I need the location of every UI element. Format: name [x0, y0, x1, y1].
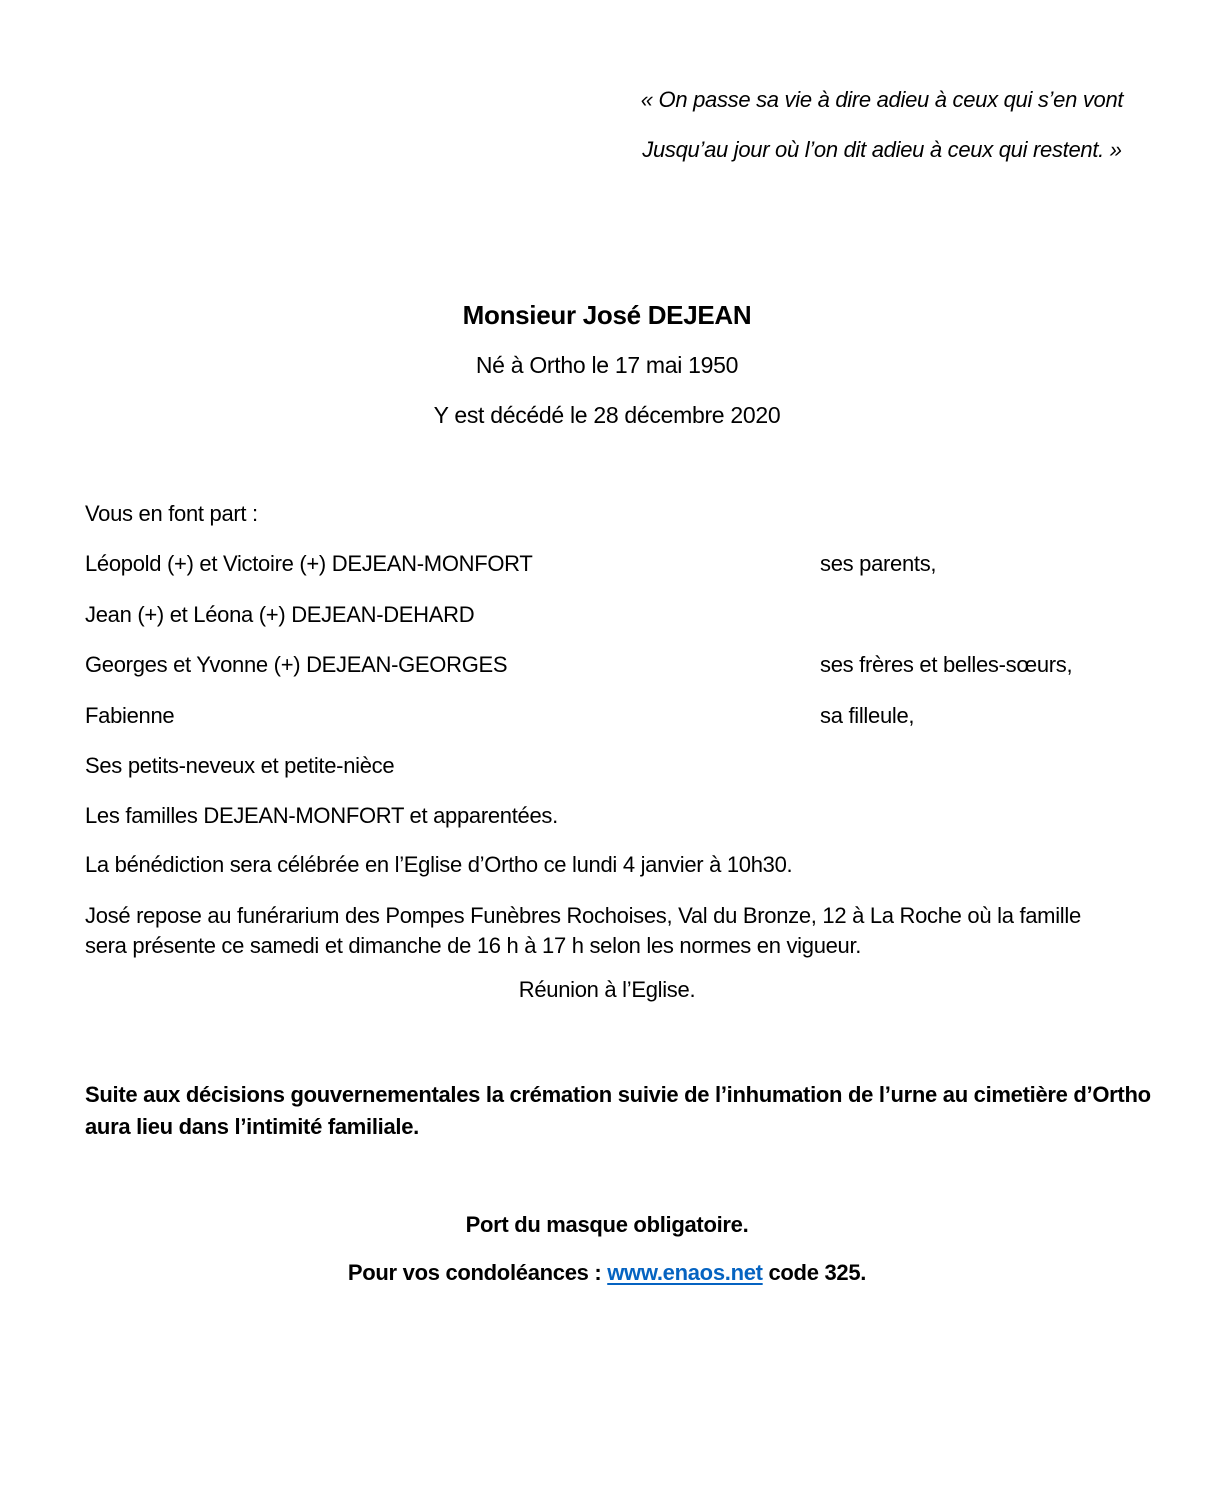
intro-text: Vous en font part : — [85, 501, 258, 526]
relative-relation: sa filleule, — [820, 702, 915, 728]
benediction-line: La bénédiction sera célébrée en l’Eglise d’Ortho ce lundi 4 janvier à 10h30. — [85, 852, 793, 877]
relative-name: Fabienne — [85, 702, 175, 728]
relative-row — [85, 601, 1129, 629]
relative-relation: ses frères et belles-sœurs, — [820, 652, 1073, 678]
mask-notice: Port du masque obligatoire. — [465, 1212, 749, 1237]
condolences-line — [85, 1259, 1129, 1287]
relative-relation: ses parents, — [820, 551, 937, 577]
condolences-link[interactable]: www.enaos.net — [607, 1260, 763, 1285]
birth-line: Né à Ortho le 17 mai 1950 — [475, 352, 739, 378]
death-line: Y est décédé le 28 décembre 2020 — [433, 402, 781, 428]
relative-name: Les familles DEJEAN-MONFORT et apparentées. — [85, 803, 558, 829]
relative-row — [85, 802, 1129, 830]
relative-name: Georges et Yvonne (+) DEJEAN-GEORGES — [85, 652, 508, 678]
reunion-line: Réunion à l’Eglise. — [518, 977, 696, 1002]
quote-line-1: « On passe sa vie à dire adieu à ceux qui s’en vont — [640, 87, 1124, 112]
relative-row — [85, 651, 1129, 679]
deceased-header — [85, 300, 1129, 450]
relative-name: Léopold (+) et Victoire (+) DEJEAN-MONFORT — [85, 551, 533, 577]
condolences-prefix: Pour vos condoléances : — [347, 1260, 608, 1285]
relative-row — [85, 550, 1129, 578]
repose-paragraph: José repose au funérarium des Pompes Funèbres Rochoises, Val du Bronze, 12 à La Roche où la famille sera présente ce samedi et dimanche de 16 h à 17 h selon les normes en vigueur. — [85, 903, 1081, 958]
announcement-list — [85, 500, 1129, 853]
condolences-suffix: code 325. — [762, 1260, 867, 1285]
deceased-name: Monsieur José DEJEAN — [462, 300, 752, 330]
relative-name: Ses petits-neveux et petite-nièce — [85, 752, 395, 778]
announcement-intro — [85, 500, 1129, 528]
relative-name: Jean (+) et Léona (+) DEJEAN-DEHARD — [85, 601, 475, 627]
quote-line-2: Jusqu’au jour où l’on dit adieu à ceux qui restent. » — [642, 137, 1122, 162]
relative-row — [85, 702, 1129, 730]
cremation-notice: Suite aux décisions gouvernementales la crémation suivie de l’inhumation de l’urne au cimetière d’Ortho aura lieu dans l’intimité familiale. — [85, 1082, 1151, 1139]
relative-row — [85, 752, 1129, 780]
quote-block — [598, 86, 1166, 186]
